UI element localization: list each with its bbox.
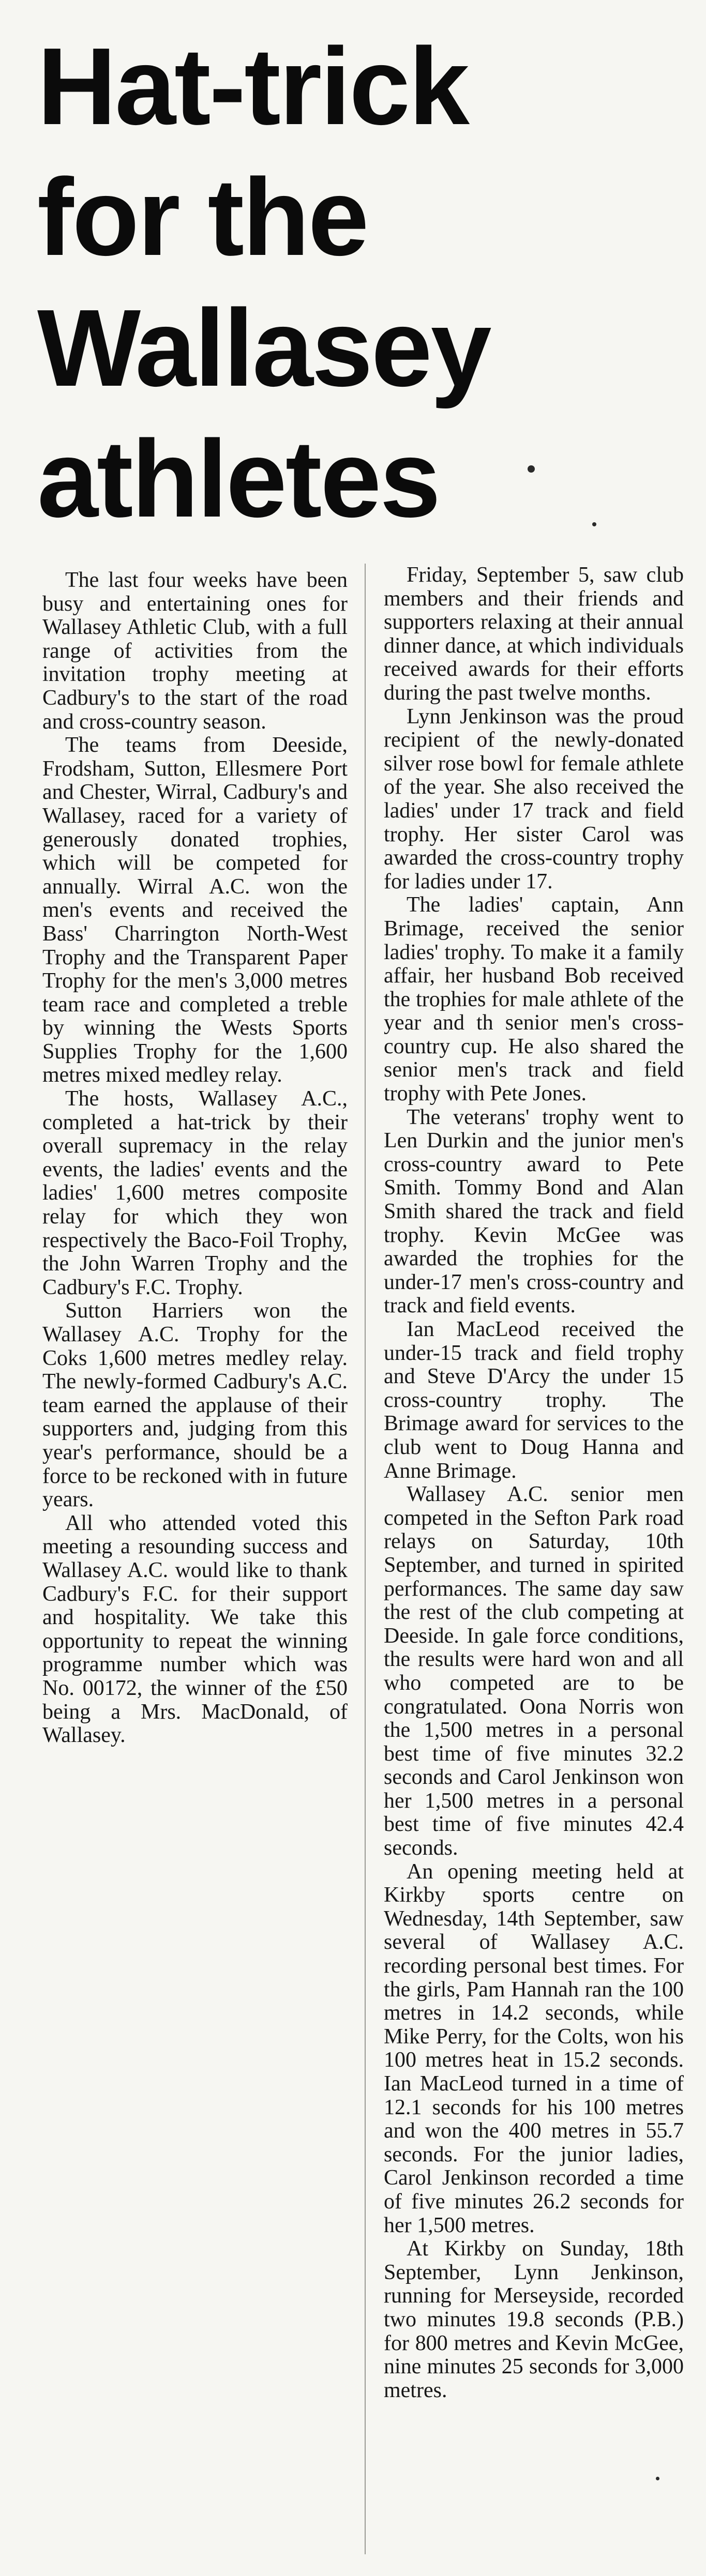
headline-line-3: Wallasey xyxy=(37,286,490,409)
article-paragraph: The teams from Deeside, Frodsham, Sutton, Ellesmere Port and Chester, Wirral, Cadbury's and Wallasey, raced for a variety of generously donated trophies, which will be competed for annually. Wirral A.C. won the men's events and received the Bass' Charrington North-West Trophy and the Transparent Paper Trophy for the men's 3,000 metres team race and completed a treble by winning the Wests Sports Supplies Trophy for the 1,600 metres mixed medley relay. xyxy=(42,733,348,1087)
article-paragraph: Lynn Jenkinson was the proud recipient of the newly-donated silver rose bowl for female athlete of the year. She also received the ladies' under 17 track and field trophy. Her sister Carol was awarded the cross-country trophy for ladies under 17. xyxy=(384,704,684,893)
headline-line-2: for the xyxy=(37,156,368,278)
ink-speck xyxy=(656,2477,659,2480)
article-paragraph: All who attended voted this meeting a resounding success and Wallasey A.C. would like to thank Cadbury's F.C. for their support and hospitality. We take this opportunity to repeat the winning programme number which was No. 00172, the winner of the £50 being a Mrs. MacDonald, of Wallasey. xyxy=(42,1511,348,1748)
article-paragraph: Ian MacLeod received the under-15 track and field trophy and Steve D'Arcy the under 15 cross-country trophy. The Brimage award for services to the club went to Doug Hanna and Anne Brimage. xyxy=(384,1317,684,1483)
article-paragraph: The ladies' captain, Ann Brimage, received the senior ladies' trophy. To make it a family affair, her husband Bob received the trophies for male athlete of the year and th senior men's cross-country cup. He also shared the senior men's track and field trophy with Pete Jones. xyxy=(384,893,684,1106)
article-column-left xyxy=(42,569,348,1748)
headline-line-1: Hat-trick xyxy=(37,25,469,147)
article-paragraph: Wallasey A.C. senior men competed in the Sefton Park road relays on Saturday, 10th September, and turned in spirited performances. The same day saw the rest of the club competing at Deeside. In gale force conditions, the results were hard won and all who competed are to be congratulated. Oona Norris won the 1,500 metres in a personal best time of five minutes 32.2 seconds and Carol Jenkinson won her 1,500 metres in a personal best time of five minutes 42.4 seconds. xyxy=(384,1482,684,1860)
article-paragraph: An opening meeting held at Kirkby sports centre on Wednesday, 14th September, saw several of Wallasey A.C. recording personal best times. For the girls, Pam Hannah ran the 100 metres in 14.2 seconds, while Mike Perry, for the Colts, won his 100 metres heat in 15.2 seconds. Ian MacLeod turned in a time of 12.1 seconds for his 100 metres and won the 400 metres in 55.7 seconds. For the junior ladies, Carol Jenkinson recorded a time of five minutes 26.2 seconds for her 1,500 metres. xyxy=(384,1859,684,2237)
article-paragraph: At Kirkby on Sunday, 18th September, Lynn Jenkinson, running for Merseyside, recorded two minutes 19.8 seconds (P.B.) for 800 metres and Kevin McGee, nine minutes 25 seconds for 3,000 metres. xyxy=(384,2237,684,2402)
article-paragraph: The veterans' trophy went to Len Durkin and the junior men's cross-country award to Pete Smith. Tommy Bond and Alan Smith shared the track and field trophy. Kevin McGee was awarded the trophies for the under-17 men's cross-country and track and field events. xyxy=(384,1105,684,1318)
article-paragraph: Sutton Harriers won the Wallasey A.C. Trophy for the Coks 1,600 metres medley relay. The newly-formed Cadbury's A.C. team earned the applause of their supporters and, judging from this year's performance, should be a force to be reckoned with in future years. xyxy=(42,1299,348,1512)
ink-speck xyxy=(528,465,535,473)
article-paragraph: Friday, September 5, saw club members and their friends and supporters relaxing at their annual dinner dance, at which individuals received awards for their efforts during the past twelve months. xyxy=(384,563,684,705)
headline-line-4: athletes xyxy=(37,417,440,540)
ink-speck xyxy=(592,522,596,526)
article-paragraph: The last four weeks have been busy and entertaining ones for Wallasey Athletic Club, with a full range of activities from the invitation trophy meeting at Cadbury's to the start of the road and cross-country season. xyxy=(42,568,348,734)
article-paragraph: The hosts, Wallasey A.C., completed a hat-trick by their overall supremacy in the relay events, the ladies' events and the ladies' 1,600 metres composite relay for which they won respectively the Baco-Foil Trophy, the John Warren Trophy and the Cadbury's F.C. Trophy. xyxy=(42,1087,348,1299)
column-divider xyxy=(365,564,366,2554)
article-column-right xyxy=(384,564,684,2402)
